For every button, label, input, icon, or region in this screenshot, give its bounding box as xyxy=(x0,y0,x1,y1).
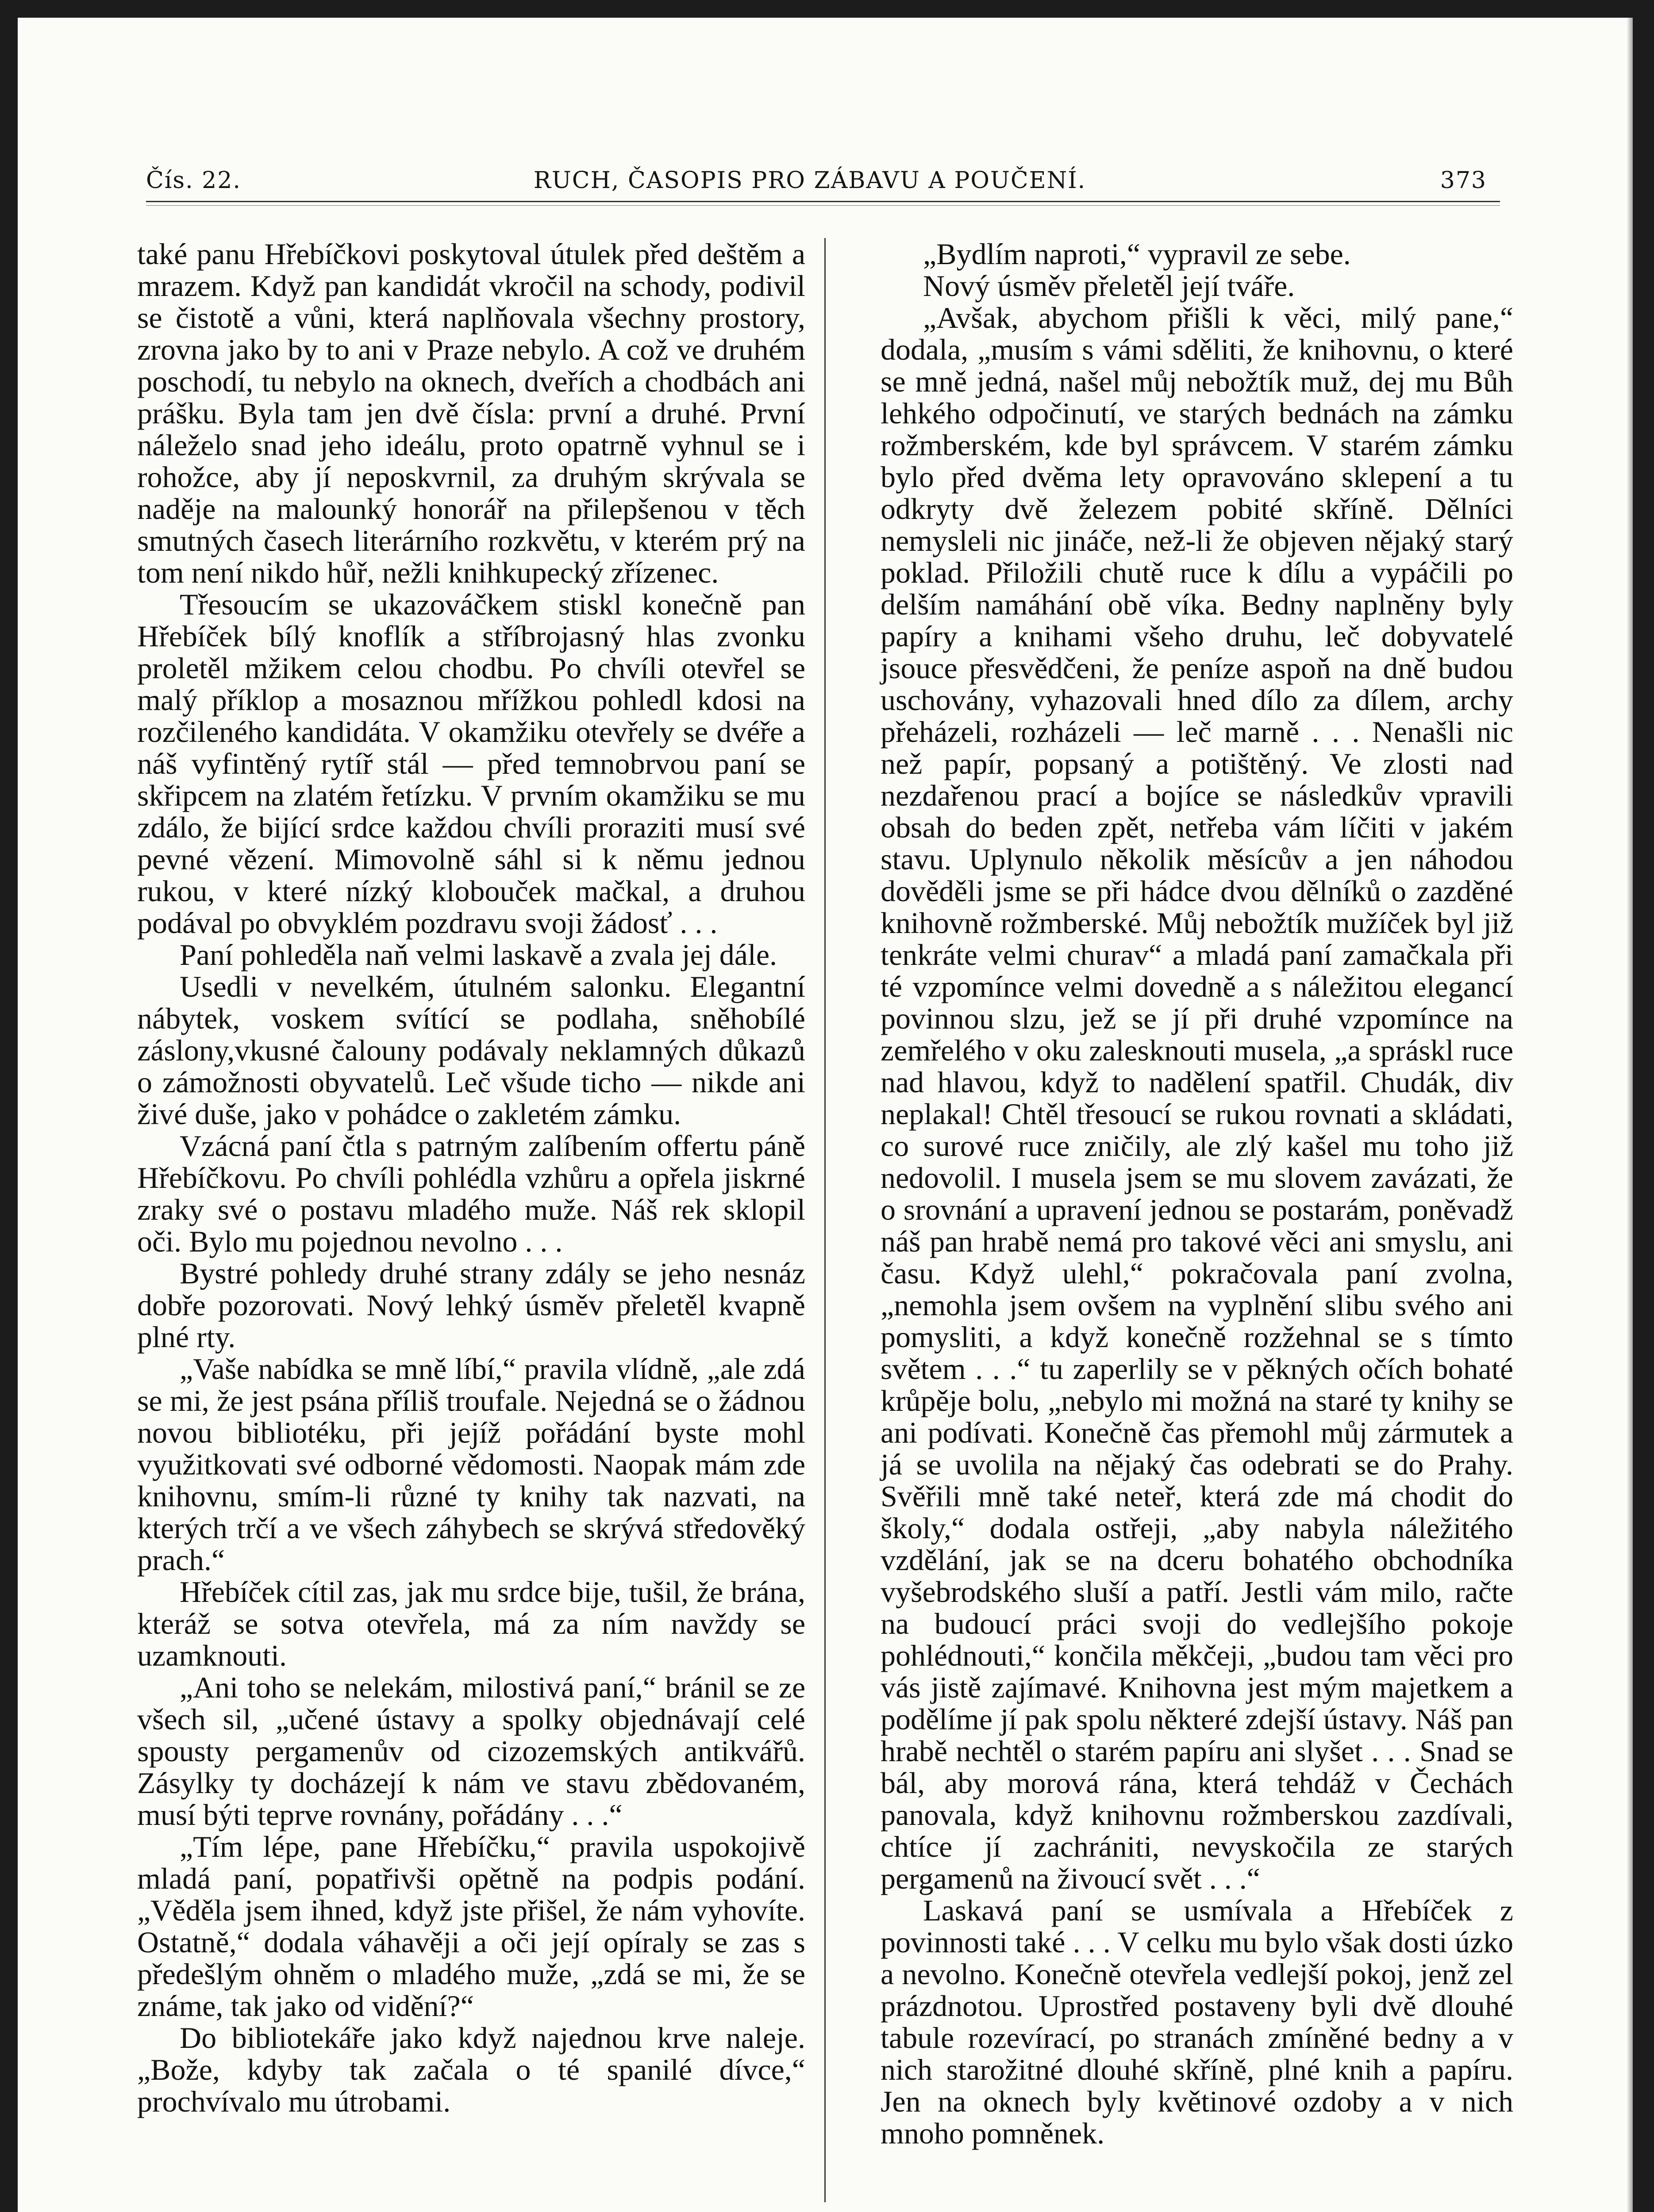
paragraph: Do bibliotekáře jako když najednou krve naleje. „Bože, kdyby tak začala o té spanilé dívce,“ prochvívalo mu útrobami. xyxy=(137,2021,805,2118)
issue-number: Čís. 22. xyxy=(146,167,241,194)
paragraph: Nový úsměv přeletěl její tváře. xyxy=(923,269,1295,303)
page-edge-shadow xyxy=(1627,18,1633,2212)
paragraph: „Avšak, abychom přišli k věci, milý pane,“ dodala, „musím s vámi sděliti, že knihovnu, o které se mně jedná, našel můj nebožtík muž, dej mu Bůh lehkého odpočinutí, ve starých bednách na zámku rožmberském, kde byl správcem. V starém zámku bylo před dvěma lety opravováno sklepení a tu odkryty dvě železem pobité skříně. Dělníci nemysleli nic jináče, než-li že objeven nějaký starý poklad. Přiložili chutě ruce k dílu a vypáčili po delším namáhání obě víka. Bedny naplněny byly papíry a knihami všeho druhu, leč dobyvatelé jsouce přesvědčeni, že peníze aspoň na dně budou uschovány, vyhazovali hned dílo za dílem, archy přeházeli, rozházeli — leč marně . . . Nenašli nic než papír, popsaný a potištěný. Ve zlosti nad nezdařenou prací a bojíce se následkův vpravili obsah do beden zpět, netřeba vám líčiti v jakém stavu. Uplynulo několik měsícův a jen náhodou dověděli jsme se při hádce dvou dělníků o zazděné knihovně rožmberské. Můj nebožtík mužíček byl již tenkráte velmi churav“ a mladá paní zamačkala při té vzpomínce velmi dovedně a s náležitou elegancí povinnou slzu, jež se jí při druhé vzpomínce na zemřelého v oku zalesknouti musela, „a spráskl ruce nad hlavou, když to nadělení spatřil. Chudák, div neplakal! Chtěl třesoucí se rukou rovnati a skládati, co surové ruce zničily, ale zlý kašel mu toho již nedovolil. I musela jsem se mu slovem zavázati, že o srovnání a upravení jednou se postarám, poněvadž náš pan hrabě nemá pro takové věci ani smyslu, ani času. Když ulehl,“ pokračovala paní zvolna, „nemohla jsem ovšem na vyplnění slibu svého ani pomysliti, a když konečně rozžehnal se s tímto světem . . .“ tu zaperlily se v pěkných očích bohaté krůpěje bolu, „nebylo mi možná na staré ty knihy se ani podívati. Konečně čas přemohl můj zármutek a já se uvolila na nějaký čas odebrati se do Prahy. Svěřili mně také neteř, která zde má chodit do školy,“ dodala ostřeji, „aby nabyla náležitého vzdělání, jak se na dceru bohatého obchodníka vyšebrodského sluší a patří. Jestli vám milo, račte na budoucí práci svoji do vedlejšího pokoje pohlédnouti,“ končila měkčeji, „budou tam věci pro vás jistě zajímavé. Knihovna jest mým majetkem a podělíme jí pak spolu některé zdejší ústavy. Náš pan hrabě nechtěl o starém papíru ani slyšet . . . Snad se bál, aby morová rána, která tehdáž v Čechách panovala, když knihovnu rožmberskou zazdívali, chtíce jí zachrániti, nevyskočila ze starých pergamenů na živoucí svět . . .“ xyxy=(881,301,1513,1895)
paragraph: Paní pohleděla naň velmi laskavě a zvala jej dále. xyxy=(180,938,777,972)
running-header xyxy=(128,158,1491,198)
paragraph: Třesoucím se ukazováčkem stiskl konečně pan Hřebíček bílý knoflík a stříbrojasný hlas zvonku proletěl mžikem celou chodbu. Po chvíli otevřel se malý příklop a mosaznou mřížkou pohledl kdosi na rozčileného kandidáta. V okamžiku otevřely se dvéře a náš vyfintěný rytíř stál — před temnobrvou paní se skřipcem na zlatém řetízku. V prvním okamžiku se mu zdálo, že bijící srdce každou chvíli proraziti musí své pevné vězení. Mimovolně sáhl si k němu jednou rukou, v které nízký klobouček mačkal, a druhou podával po obvyklém pozdravu svoji žádosť . . . xyxy=(137,588,805,940)
paragraph: „Vaše nabídka se mně líbí,“ pravila vlídně, „ale zdá se mi, že jest psána příliš troufale. Nejedná se o žádnou novou bibliotéku, při jejíž pořádání byste mohl využitkovati své odborné vědomosti. Naopak mám zde knihovnu, smím-li různé ty knihy tak nazvati, na kterých trčí a ve všech záhybech se skrývá středověký prach.“ xyxy=(137,1352,805,1577)
magazine-page xyxy=(18,18,1633,2212)
left-column xyxy=(137,238,805,2211)
right-column xyxy=(881,238,1513,2212)
paragraph: Vzácná paní čtla s patrným zalíbením offertu páně Hřebíčkovu. Po chvíli pohlédla vzhůru a opřela jiskrné zraky své o postavu mladého muže. Náš rek sklopil oči. Bylo mu pojednou nevolno . . . xyxy=(137,1129,805,1258)
paragraph: „Ani toho se nelekám, milostivá paní,“ bránil se ze všech sil, „učené ústavy a spolky objednávají celé spousty pergamenův od cizozemských antikvářů. Zásylky ty docházejí k nám ve stavu zbědovaném, musí býti teprve rovnány, pořádány . . .“ xyxy=(137,1671,805,1832)
paragraph: „Bydlím naproti,“ vypravil ze sebe. xyxy=(923,237,1351,271)
paragraph: Laskavá paní se usmívala a Hřebíček z povinnosti také . . . V celku mu bylo však dosti úzko a nevolno. Konečně otevřela vedlejší pokoj, jenž zel prázdnotou. Uprostřed postaveny byli dvě dlouhé tabule rozevírací, po stranách zmíněné bedny a v nich starožitné dlouhé skříně, plné knih a papíru. Jen na oknech byly květinové ozdoby a v nich mnoho pomněnek. xyxy=(881,1893,1513,2150)
paragraph: Bystré pohledy druhé strany zdály se jeho nesnáz dobře pozorovati. Nový lehký úsměv přeletěl kvapně plné rty. xyxy=(137,1256,805,1354)
header-rule xyxy=(146,201,1500,202)
paragraph: Usedli v nevelkém, útulném salonku. Elegantní nábytek, voskem svítící se podlaha, sněhobílé záslony,vkusné čalouny podávaly neklamných důkazů o zámožnosti obyvatelů. Leč všude ticho — nikde ani živé duše, jako v pohádce o zakletém zámku. xyxy=(137,970,805,1131)
page-number: 373 xyxy=(1440,167,1487,194)
journal-title: RUCH, ČASOPIS PRO ZÁBAVU A POUČENÍ. xyxy=(533,167,1086,194)
header-rule-thin xyxy=(146,205,1500,206)
paragraph: „Tím lépe, pane Hřebíčku,“ pravila uspokojivě mladá paní, popatřivši opětně na podpis podání. „Věděla jsem ihned, když jste přišel, že nám vyhovíte. Ostatně,“ dodala váhavěji a oči její opíraly se zas s předešlým ohněm o mladého muže, „zdá se mi, že se známe, tak jako od vidění?“ xyxy=(137,1830,805,2023)
paragraph: Hřebíček cítil zas, jak mu srdce bije, tušil, že brána, kteráž se sotva otevřela, má za ním navždy se uzamknouti. xyxy=(137,1575,805,1672)
column-divider xyxy=(824,238,826,2202)
paragraph: také panu Hřebíčkovi poskytoval útulek před deštěm a mrazem. Když pan kandidát vkročil na schody, podivil se čistotě a vůni, která naplňovala všechny prostory, zrovna jako by to ani v Praze nebylo. A což ve druhém poschodí, tu nebylo na oknech, dveřích a chodbách ani prášku. Byla tam jen dvě čísla: první a druhé. První náleželo snad jeho ideálu, proto opatrně vyhnul se i rohožce, aby jí neposkvrnil, za druhým skrývala se naděje na malounký honorář na přilepšenou v těch smutných časech literárního rozkvětu, v kterém prý na tom není nikdo hůř, nežli knihkupecký zřízenec. xyxy=(137,237,805,589)
